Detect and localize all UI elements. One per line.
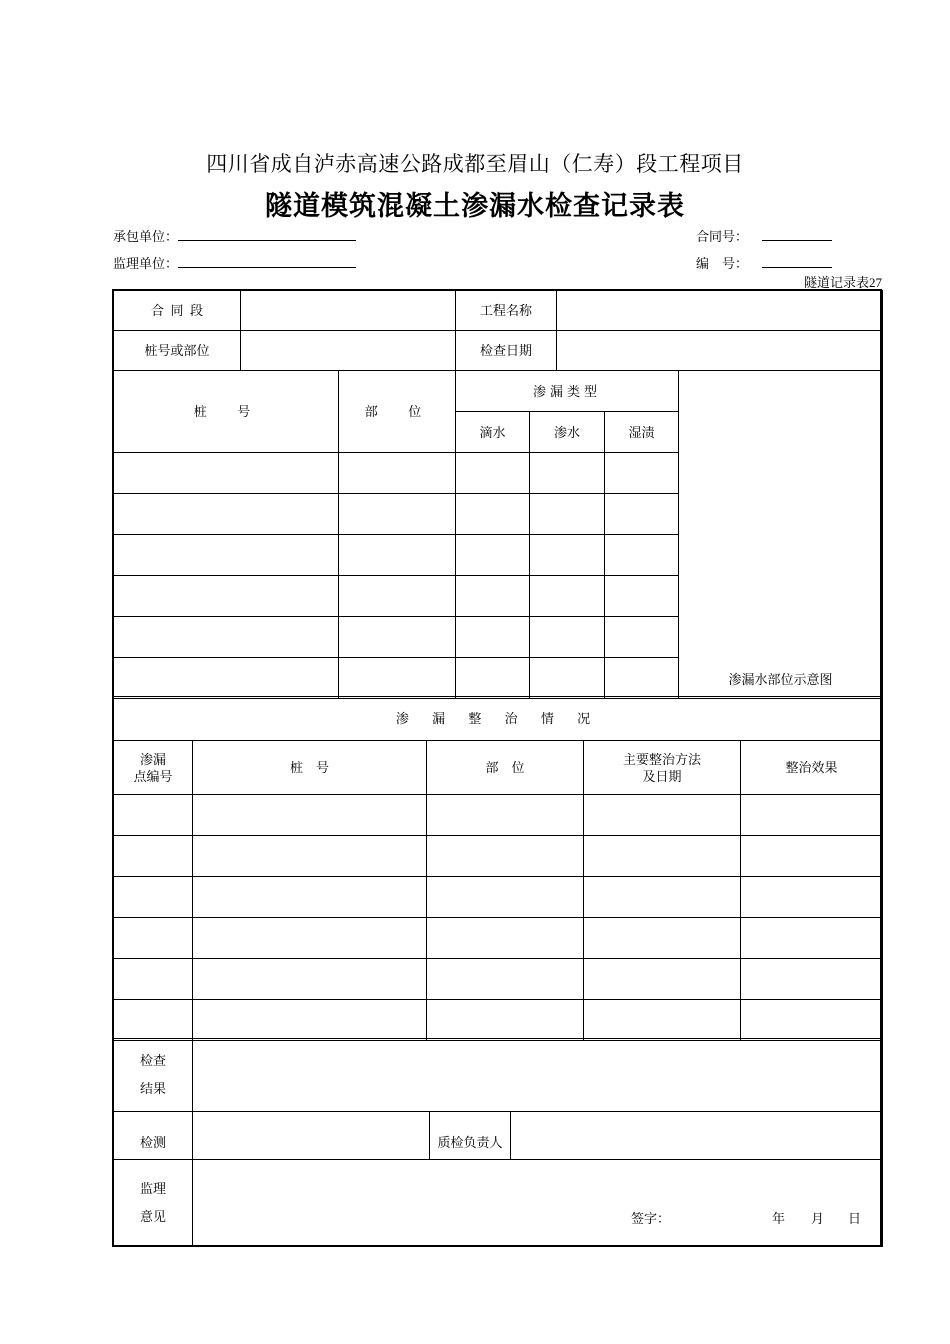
info-table [113, 290, 883, 371]
month-label: 月 [811, 1211, 825, 1226]
check-date-value[interactable] [557, 331, 883, 371]
day-label: 日 [848, 1211, 862, 1226]
check-date-label: 检查日期 [456, 331, 557, 371]
table-row [114, 918, 883, 959]
effect-header: 整治效果 [741, 741, 883, 795]
result-value[interactable] [193, 1039, 883, 1112]
serial-no-field [696, 253, 832, 272]
signature-label: 签字： [631, 1211, 671, 1226]
inspection-label: 检测 [114, 1112, 193, 1160]
opinion-value[interactable] [193, 1160, 883, 1247]
table-row [114, 1000, 883, 1041]
table-row [114, 877, 883, 918]
contract-no-label: 合同号： [696, 229, 749, 244]
contractor-field [113, 226, 356, 245]
treatment-table [113, 696, 883, 1041]
diagram-label: 渗漏水部位示意图 [728, 672, 833, 687]
result-label: 检查 结果 [114, 1039, 193, 1112]
leak-type-header: 渗漏类型 [456, 371, 679, 412]
opinion-label: 监理 意见 [114, 1160, 193, 1247]
contractor-label: 承包单位： [113, 229, 179, 244]
project-name: 四川省成自泸赤高速公路成都至眉山（仁寿）段工程项目 [206, 152, 744, 176]
contract-section-label: 合 同 段 [114, 291, 241, 331]
station-position-label: 桩号或部位 [114, 331, 241, 371]
contract-no-line[interactable] [762, 229, 832, 241]
table-row [114, 795, 883, 836]
supervisor-field [113, 253, 356, 272]
table-row [114, 836, 883, 877]
station-position-value[interactable] [241, 331, 456, 371]
project-name-label: 工程名称 [456, 291, 557, 331]
qc-person-label: 质检负责人 [430, 1112, 511, 1160]
form-code: 隧道记录表27 [803, 275, 882, 290]
project-name-value[interactable] [557, 291, 883, 331]
diagram-area[interactable] [679, 371, 883, 699]
treatment-title: 渗 漏 整 治 情 况 [114, 697, 883, 741]
table-row [114, 959, 883, 1000]
footer-table [113, 1038, 883, 1247]
leak-id-header: 渗漏 点编号 [114, 741, 193, 795]
type-drip: 滴水 [456, 412, 530, 453]
position-header: 部 位 [339, 371, 456, 453]
method-header: 主要整治方法 及日期 [584, 741, 741, 795]
type-damp: 湿渍 [605, 412, 679, 453]
serial-no-line[interactable] [762, 256, 832, 268]
type-seep: 渗水 [530, 412, 605, 453]
qc-person-value[interactable] [511, 1112, 883, 1160]
supervisor-line[interactable] [178, 256, 356, 268]
leak-table [113, 370, 883, 699]
station-header: 桩 号 [114, 371, 339, 453]
contract-section-value[interactable] [241, 291, 456, 331]
treat-station-header: 桩 号 [193, 741, 427, 795]
contract-no-field [696, 226, 832, 245]
serial-no-label: 编 号： [696, 256, 749, 271]
treat-position-header: 部 位 [427, 741, 584, 795]
year-label: 年 [772, 1211, 786, 1226]
form-title: 隧道模筑混凝土渗漏水检查记录表 [265, 191, 685, 221]
contractor-line[interactable] [178, 229, 356, 241]
supervisor-label: 监理单位： [113, 256, 179, 271]
inspection-value[interactable] [193, 1112, 430, 1160]
